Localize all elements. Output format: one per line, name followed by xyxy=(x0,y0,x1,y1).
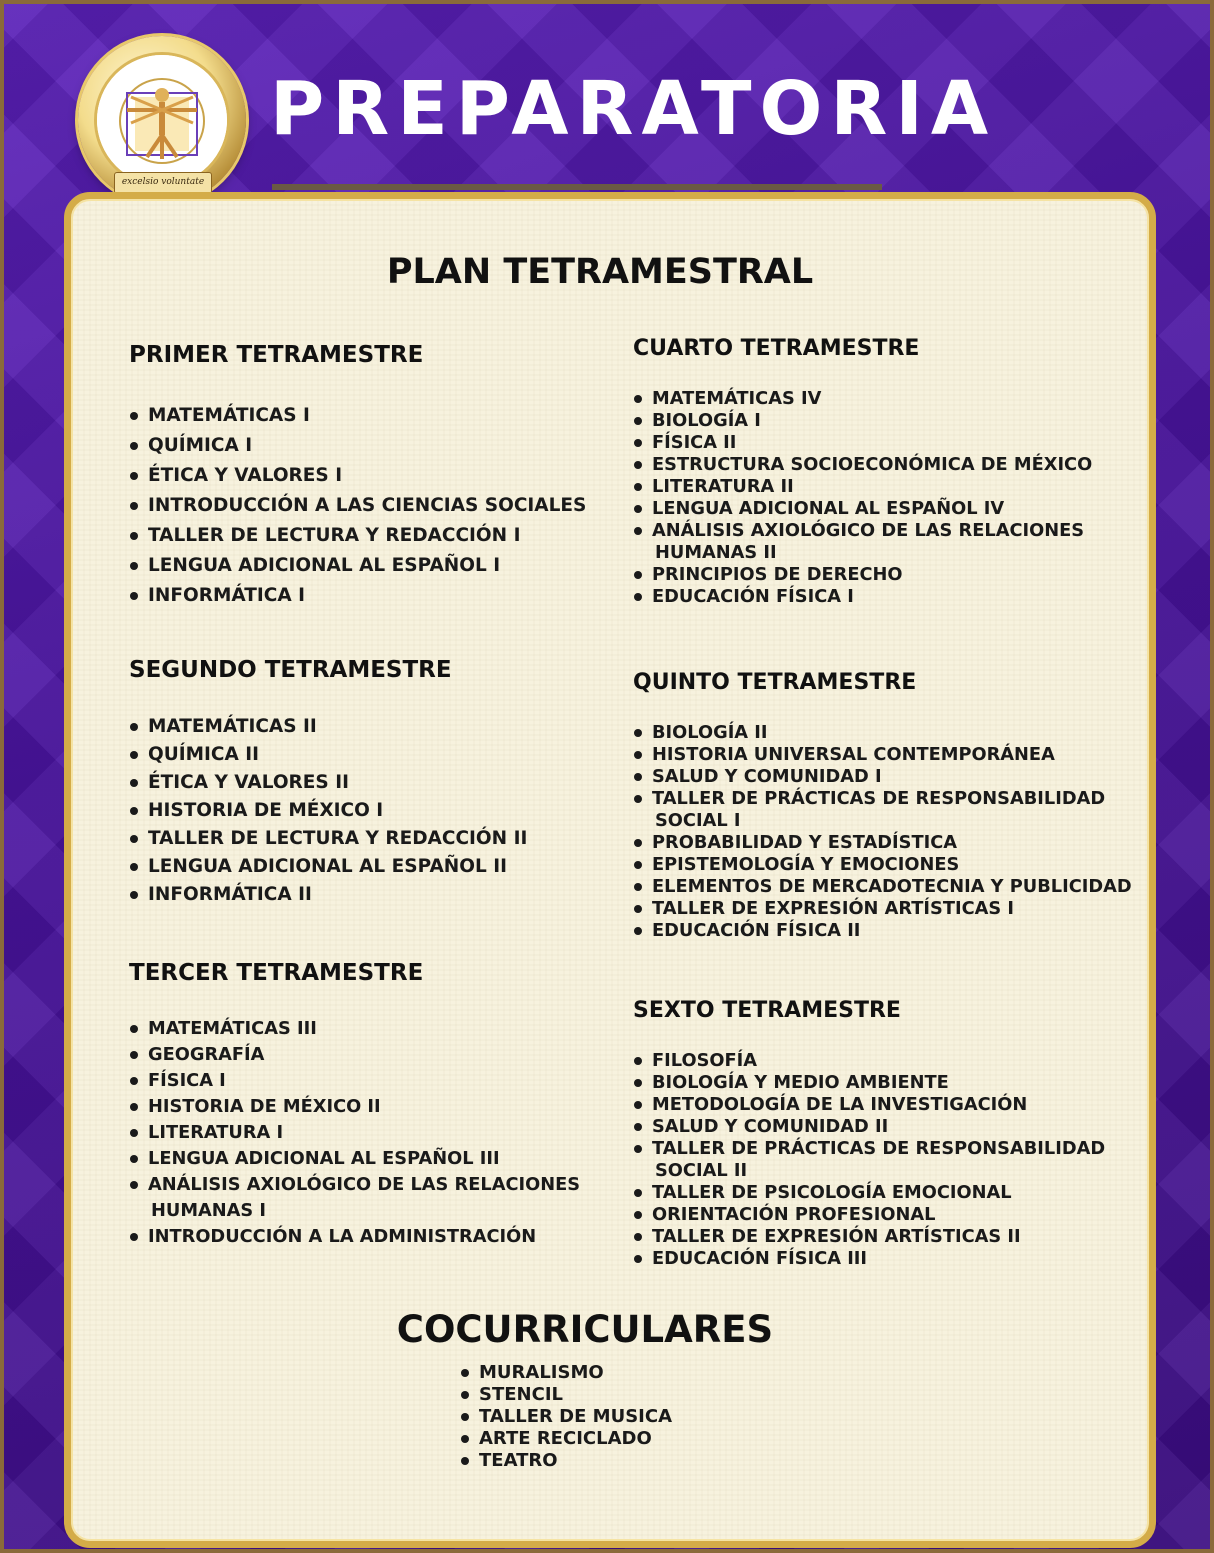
section-title: PRIMER TETRAMESTRE xyxy=(129,342,424,368)
list-item: ANÁLISIS AXIOLÓGICO DE LAS RELACIONES xyxy=(633,520,1092,542)
section-title: QUINTO TETRAMESTRE xyxy=(633,670,917,695)
cocurriculares-title: COCURRICULARES xyxy=(396,1308,774,1351)
list-item-continuation: HUMANAS II xyxy=(655,542,777,563)
list-item: ÉTICA Y VALORES I xyxy=(129,461,586,491)
list-item: LENGUA ADICIONAL AL ESPAÑOL II xyxy=(129,853,527,881)
list-item: ORIENTACIÓN PROFESIONAL xyxy=(633,1204,1105,1226)
section-title: SEGUNDO TETRAMESTRE xyxy=(129,657,452,683)
list-item: INTRODUCCIÓN A LA ADMINISTRACIÓN xyxy=(129,1224,580,1250)
list-item: MATEMÁTICAS I xyxy=(129,401,586,431)
list-item: QUÍMICA II xyxy=(129,741,527,769)
section-cuarto-tetramestre xyxy=(633,336,1092,608)
list-item: PROBABILIDAD Y ESTADÍSTICA xyxy=(633,832,1132,854)
list-item: TEATRO xyxy=(460,1450,672,1472)
title-underline xyxy=(272,184,882,190)
section-title: TERCER TETRAMESTRE xyxy=(129,960,424,986)
list-item: LITERATURA I xyxy=(129,1120,580,1146)
section-title: SEXTO TETRAMESTRE xyxy=(633,998,901,1023)
university-seal-logo xyxy=(78,36,246,204)
list-item: MURALISMO xyxy=(460,1362,672,1384)
list-item: LITERATURA II xyxy=(633,476,1092,498)
cocurriculares-list xyxy=(460,1362,672,1472)
list-item: EDUCACIÓN FÍSICA I xyxy=(633,586,1092,608)
list-item: LENGUA ADICIONAL AL ESPAÑOL III xyxy=(129,1146,580,1172)
list-item: TALLER DE EXPRESIÓN ARTÍSTICAS I xyxy=(633,898,1132,920)
section-quinto-tetramestre xyxy=(633,670,1132,942)
list-item: INFORMÁTICA I xyxy=(129,581,586,611)
plan-title: PLAN TETRAMESTRAL xyxy=(386,252,814,292)
subject-list xyxy=(633,722,1132,942)
list-item: ELEMENTOS DE MERCADOTECNIA Y PUBLICIDAD xyxy=(633,876,1132,898)
list-item: TALLER DE PRÁCTICAS DE RESPONSABILIDAD xyxy=(633,1138,1105,1160)
list-item: BIOLOGÍA I xyxy=(633,410,1092,432)
list-item: SALUD Y COMUNIDAD I xyxy=(633,766,1132,788)
section-title: CUARTO TETRAMESTRE xyxy=(633,336,920,361)
list-item: ÉTICA Y VALORES II xyxy=(129,769,527,797)
subject-list xyxy=(129,1016,580,1250)
list-item-continuation: SOCIAL I xyxy=(655,810,741,831)
vitruvian-man-seal-icon xyxy=(97,55,227,185)
page-title: PREPARATORIA xyxy=(270,66,997,152)
list-item: MATEMÁTICAS IV xyxy=(633,388,1092,410)
list-item: SALUD Y COMUNIDAD II xyxy=(633,1116,1105,1138)
list-item: HISTORIA DE MÉXICO II xyxy=(129,1094,580,1120)
list-item: INFORMÁTICA II xyxy=(129,881,527,909)
list-item: BIOLOGÍA II xyxy=(633,722,1132,744)
list-item: HISTORIA DE MÉXICO I xyxy=(129,797,527,825)
list-item: TALLER DE PRÁCTICAS DE RESPONSABILIDAD xyxy=(633,788,1132,810)
list-item: EDUCACIÓN FÍSICA III xyxy=(633,1248,1105,1270)
list-item-continuation: HUMANAS I xyxy=(151,1200,267,1221)
list-item: LENGUA ADICIONAL AL ESPAÑOL I xyxy=(129,551,586,581)
list-item: PRINCIPIOS DE DERECHO xyxy=(633,564,1092,586)
list-item: MATEMÁTICAS III xyxy=(129,1016,580,1042)
list-item: FÍSICA II xyxy=(633,432,1092,454)
seal-motto: excelsio voluntate xyxy=(114,172,212,194)
list-item: FILOSOFÍA xyxy=(633,1050,1105,1072)
list-item: METODOLOGÍA DE LA INVESTIGACIÓN xyxy=(633,1094,1105,1116)
subject-list xyxy=(633,388,1092,608)
section-tercer-tetramestre xyxy=(129,960,580,1250)
list-item: QUÍMICA I xyxy=(129,431,586,461)
list-item: BIOLOGÍA Y MEDIO AMBIENTE xyxy=(633,1072,1105,1094)
cocurriculares-section xyxy=(460,1362,672,1472)
list-item: ESTRUCTURA SOCIOECONÓMICA DE MÉXICO xyxy=(633,454,1092,476)
list-item: ANÁLISIS AXIOLÓGICO DE LAS RELACIONES xyxy=(129,1172,580,1198)
list-item: FÍSICA I xyxy=(129,1068,580,1094)
list-item: EPISTEMOLOGÍA Y EMOCIONES xyxy=(633,854,1132,876)
seal-center xyxy=(94,52,230,188)
list-item: STENCIL xyxy=(460,1384,672,1406)
list-item: TALLER DE LECTURA Y REDACCIÓN II xyxy=(129,825,527,853)
list-item: INTRODUCCIÓN A LAS CIENCIAS SOCIALES xyxy=(129,491,586,521)
subject-list xyxy=(129,401,586,611)
list-item: TALLER DE PSICOLOGÍA EMOCIONAL xyxy=(633,1182,1105,1204)
section-segundo-tetramestre xyxy=(129,657,527,909)
subject-list xyxy=(633,1050,1105,1270)
list-item: EDUCACIÓN FÍSICA II xyxy=(633,920,1132,942)
subject-list xyxy=(129,713,527,909)
list-item: TALLER DE MUSICA xyxy=(460,1406,672,1428)
list-item: MATEMÁTICAS II xyxy=(129,713,527,741)
list-item: ARTE RECICLADO xyxy=(460,1428,672,1450)
section-sexto-tetramestre xyxy=(633,998,1105,1270)
list-item: GEOGRAFÍA xyxy=(129,1042,580,1068)
section-primer-tetramestre xyxy=(129,342,586,611)
list-item: TALLER DE EXPRESIÓN ARTÍSTICAS II xyxy=(633,1226,1105,1248)
list-item: HISTORIA UNIVERSAL CONTEMPORÁNEA xyxy=(633,744,1132,766)
list-item: LENGUA ADICIONAL AL ESPAÑOL IV xyxy=(633,498,1092,520)
list-item-continuation: SOCIAL II xyxy=(655,1160,748,1181)
list-item: TALLER DE LECTURA Y REDACCIÓN I xyxy=(129,521,586,551)
